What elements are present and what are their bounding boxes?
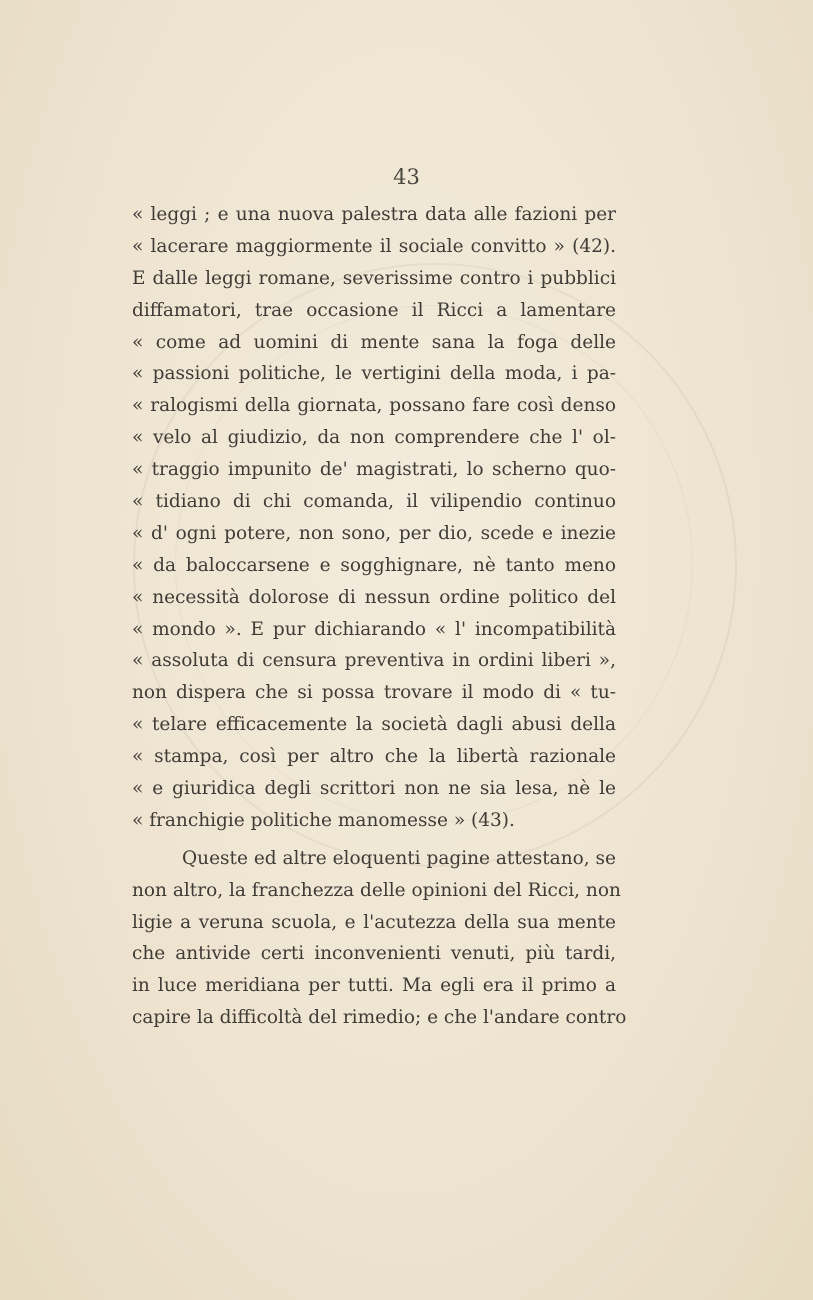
text-line: « passioni politiche, le vertigini della moda, i pa-	[132, 363, 616, 385]
body-text	[132, 199, 627, 1034]
text-line: « ralogismi della giornata, possano fare così denso	[132, 395, 616, 417]
text-line: « telare efficacemente la società dagli abusi della	[132, 714, 616, 736]
text-line: non altro, la franchezza delle opinioni del Ricci, non	[132, 879, 621, 901]
text-line: « mondo ». E pur dichiarando « l' incompatibilità	[132, 618, 616, 640]
text-line: in luce meridiana per tutti. Ma egli era il primo a	[132, 975, 616, 997]
text-line: capire la difficoltà del rimedio; e che l'andare contro	[132, 1007, 627, 1029]
text-line: « traggio impunito de' magistrati, lo scherno quo-	[132, 459, 616, 481]
text-line: « leggi ; e una nuova palestra data alle fazioni per	[132, 204, 616, 225]
text-line: che antivide certi inconvenienti venuti, più tardi,	[132, 943, 616, 965]
text-line: E dalle leggi romane, severissime contro i pubblici	[132, 267, 616, 289]
text-line: « velo al giudizio, da non comprendere che l' ol-	[132, 427, 616, 449]
page-number: 43	[393, 165, 420, 189]
text-line: « lacerare maggiormente il sociale convitto » (42).	[132, 235, 616, 257]
text-line: non dispera che si possa trovare il modo di « tu-	[132, 682, 616, 704]
text-line: « necessità dolorose di nessun ordine politico del	[132, 586, 616, 608]
text-line: « stampa, così per altro che la libertà razionale	[132, 746, 616, 768]
text-line: « e giuridica degli scrittori non ne sia lesa, nè le	[132, 778, 616, 800]
text-line: « d' ogni potere, non sono, per dio, scede e inezie	[132, 522, 616, 544]
text-line: « franchigie politiche manomesse » (43).	[132, 809, 515, 831]
text-line: « come ad uomini di mente sana la foga delle	[132, 331, 616, 353]
text-line: « da baloccarsene e sogghignare, nè tanto meno	[132, 554, 616, 576]
text-line: ligie a veruna scuola, e l'acutezza della sua mente	[132, 911, 616, 933]
text-line: diffamatori, trae occasione il Ricci a lamentare	[132, 299, 616, 321]
text-line: « assoluta di censura preventiva in ordini liberi »,	[132, 650, 616, 672]
text-line: « tidiano di chi comanda, il vilipendio continuo	[132, 491, 616, 513]
text-line: Queste ed altre eloquenti pagine attestano, se	[182, 847, 616, 869]
